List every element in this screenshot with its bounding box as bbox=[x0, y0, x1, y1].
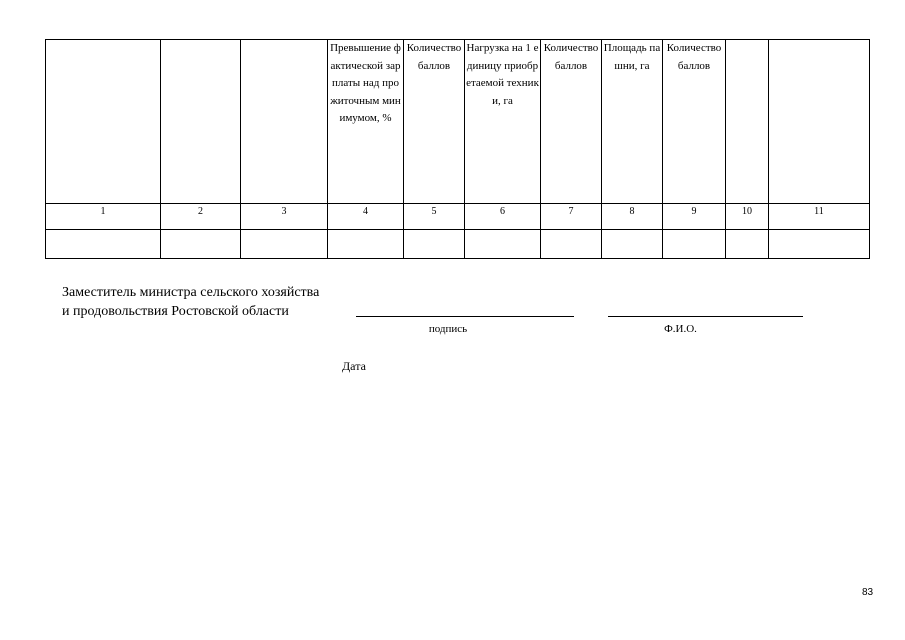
empty-cell bbox=[769, 230, 870, 259]
signature-line bbox=[356, 316, 574, 317]
header-cell: Площадь пашни, га bbox=[602, 40, 663, 204]
header-cell bbox=[769, 40, 870, 204]
empty-cell bbox=[465, 230, 541, 259]
column-number-cell: 11 bbox=[769, 204, 870, 230]
empty-cell bbox=[541, 230, 602, 259]
column-number-cell: 1 bbox=[46, 204, 161, 230]
header-cell bbox=[726, 40, 769, 204]
date-label: Дата bbox=[342, 359, 366, 373]
column-number-cell: 10 bbox=[726, 204, 769, 230]
empty-cell bbox=[241, 230, 328, 259]
empty-cell bbox=[328, 230, 404, 259]
column-number-cell: 5 bbox=[404, 204, 465, 230]
header-cell: Количество баллов bbox=[404, 40, 465, 204]
empty-cell bbox=[726, 230, 769, 259]
column-number-cell: 2 bbox=[161, 204, 241, 230]
column-number-cell: 9 bbox=[663, 204, 726, 230]
column-number-row bbox=[46, 204, 870, 230]
header-cell: Превышение фактической зарплаты над прожиточным минимумом, % bbox=[328, 40, 404, 204]
table-header-row bbox=[46, 40, 870, 204]
column-number-cell: 6 bbox=[465, 204, 541, 230]
signatory-title-line: и продовольствия Ростовской области bbox=[62, 304, 289, 319]
empty-cell bbox=[404, 230, 465, 259]
empty-cell bbox=[46, 230, 161, 259]
empty-cell bbox=[602, 230, 663, 259]
empty-cell bbox=[161, 230, 241, 259]
name-line bbox=[608, 316, 803, 317]
header-cell: Количество баллов bbox=[663, 40, 726, 204]
name-caption: Ф.И.О. bbox=[664, 323, 697, 335]
header-cell bbox=[241, 40, 328, 204]
data-table bbox=[45, 39, 870, 259]
column-number-cell: 4 bbox=[328, 204, 404, 230]
column-number-cell: 8 bbox=[602, 204, 663, 230]
header-cell bbox=[161, 40, 241, 204]
empty-cell bbox=[663, 230, 726, 259]
signatory-title-line: Заместитель министра сельского хозяйства bbox=[62, 285, 320, 300]
empty-data-row bbox=[46, 230, 870, 259]
header-cell bbox=[46, 40, 161, 204]
column-number-cell: 3 bbox=[241, 204, 328, 230]
header-cell: Количество баллов bbox=[541, 40, 602, 204]
header-cell: Нагрузка на 1 единицу приобретаемой техники, га bbox=[465, 40, 541, 204]
signature-caption: подпись bbox=[428, 323, 468, 335]
signatory-title bbox=[62, 283, 319, 321]
page-number: 83 bbox=[862, 587, 874, 598]
column-number-cell: 7 bbox=[541, 204, 602, 230]
